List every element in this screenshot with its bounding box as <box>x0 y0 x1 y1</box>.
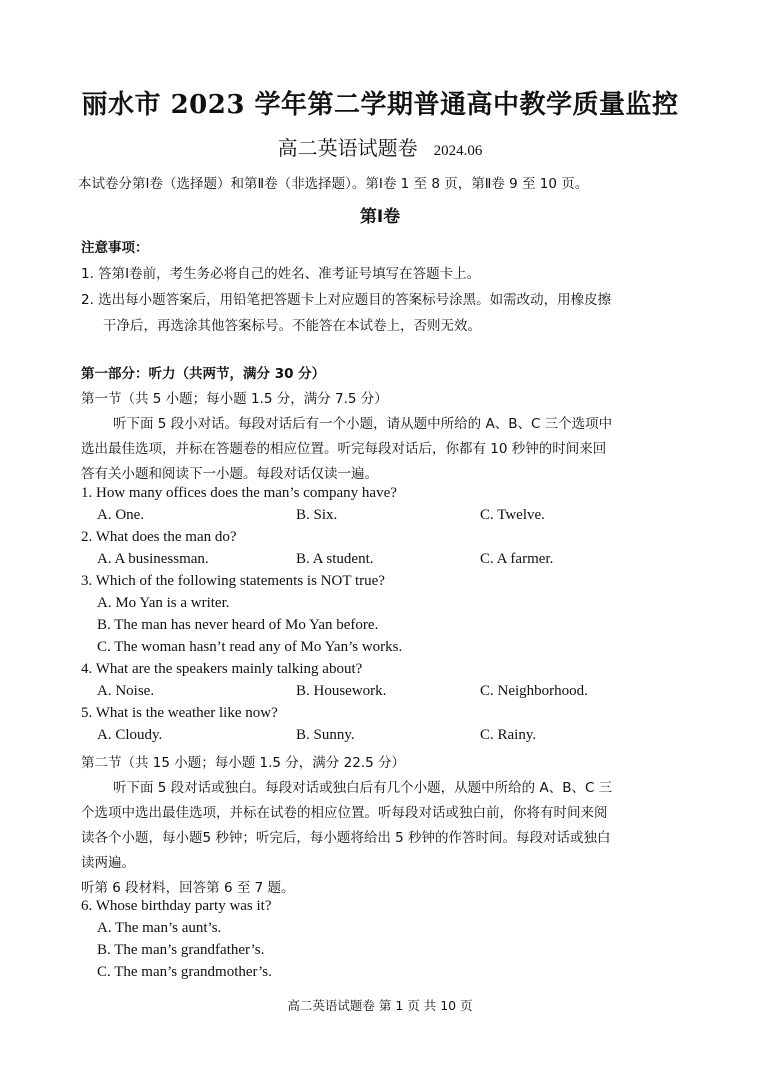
part1-heading: 第一部分：听力（共两节，满分 30 分） <box>81 366 326 382</box>
subject-title: 高二英语试题卷 <box>277 136 418 160</box>
question-6-option-c: C. The man’s grandmother’s. <box>97 964 272 980</box>
question-1-option-a: A. One. <box>97 507 145 523</box>
question-6-option-a: A. The man’s aunt’s. <box>97 920 222 936</box>
question-5-stem: 5. What is the weather like now? <box>81 705 278 721</box>
question-3-option-b: B. The man has never heard of Mo Yan before. <box>97 617 379 633</box>
question-2-option-a: A. A businessman. <box>97 551 209 567</box>
question-5-option-a: A. Cloudy. <box>97 727 163 743</box>
material-6-instruction: 听第 6 段材料，回答第 6 至 7 题。 <box>81 880 295 896</box>
question-4-option-a: A. Noise. <box>97 683 155 699</box>
question-3-stem: 3. Which of the following statements is NOT true? <box>81 573 385 589</box>
question-6-stem: 6. Whose birthday party was it? <box>81 898 272 914</box>
question-4-stem: 4. What are the speakers mainly talking about? <box>81 661 363 677</box>
volume-title: 第Ⅰ卷 <box>359 207 401 227</box>
question-4-option-b: B. Housework. <box>296 683 387 699</box>
section2-instructions-line-4: 读两遍。 <box>81 855 135 871</box>
question-6-option-b: B. The man’s grandfather’s. <box>97 942 265 958</box>
section2-instructions-line-3: 读各个小题，每小题5 秒钟；听完后，每小题将给出 5 秒钟的作答时间。每段对话或独白 <box>81 830 611 846</box>
exam-date: 2024.06 <box>433 143 483 159</box>
section2-instructions-line-2: 个选项中选出最佳选项，并标在试卷的相应位置。听每段对话或独白前，你将有时间来阅 <box>81 805 608 821</box>
question-4-option-c: C. Neighborhood. <box>480 683 588 699</box>
notes-item-1: 1. 答第Ⅰ卷前，考生务必将自己的姓名、准考证号填写在答题卡上。 <box>81 266 481 282</box>
question-2-stem: 2. What does the man do? <box>81 529 237 545</box>
question-5-option-c: C. Rainy. <box>480 727 537 743</box>
question-2-option-c: C. A farmer. <box>480 551 554 567</box>
notes-item-2-line-2: 干净后，再选涂其他答案标号。不能答在本试卷上，否则无效。 <box>103 318 481 334</box>
question-1-stem: 1. How many offices does the man’s company have? <box>81 485 397 501</box>
notes-item-2-line-1: 2. 选出每小题答案后，用铅笔把答题卡上对应题目的答案标号涂黑。如需改动，用橡皮擦 <box>81 292 612 308</box>
page-footer: 高二英语试题卷 第 1 页 共 10 页 <box>287 998 473 1013</box>
exam-title: 丽水市 2023 学年第二学期普通高中教学质量监控 <box>81 90 679 120</box>
section1-instructions-line-2: 选出最佳选项，并标在答题卷的相应位置。听完每段对话后，你都有 10 秒钟的时间来回 <box>81 441 607 457</box>
question-3-option-c: C. The woman hasn’t read any of Mo Yan’s works. <box>97 639 403 655</box>
question-1-option-b: B. Six. <box>296 507 338 523</box>
notes-heading: 注意事项： <box>81 240 149 256</box>
question-1-option-c: C. Twelve. <box>480 507 545 523</box>
section1-heading: 第一节（共 5 小题；每小题 1.5 分，满分 7.5 分） <box>81 391 388 407</box>
section1-instructions-line-3: 答有关小题和阅读下一小题。每段对话仅读一遍。 <box>81 466 378 482</box>
intro-text: 本试卷分第Ⅰ卷（选择题）和第Ⅱ卷（非选择题）。第Ⅰ卷 1 至 8 页，第Ⅱ卷 9 至 10 页。 <box>78 176 589 192</box>
question-5-option-b: B. Sunny. <box>296 727 355 743</box>
question-2-option-b: B. A student. <box>296 551 374 567</box>
section2-heading: 第二节（共 15 小题；每小题 1.5 分，满分 22.5 分） <box>81 755 405 771</box>
question-3-option-a: A. Mo Yan is a writer. <box>97 595 230 611</box>
section1-instructions-line-1: 听下面 5 段小对话。每段对话后有一个小题，请从题中所给的 A、B、C 三个选项中 <box>113 416 613 432</box>
section2-instructions-line-1: 听下面 5 段对话或独白。每段对话或独白后有几个小题，从题中所给的 A、B、C 三 <box>113 780 613 796</box>
exam-subtitle <box>0 132 760 161</box>
